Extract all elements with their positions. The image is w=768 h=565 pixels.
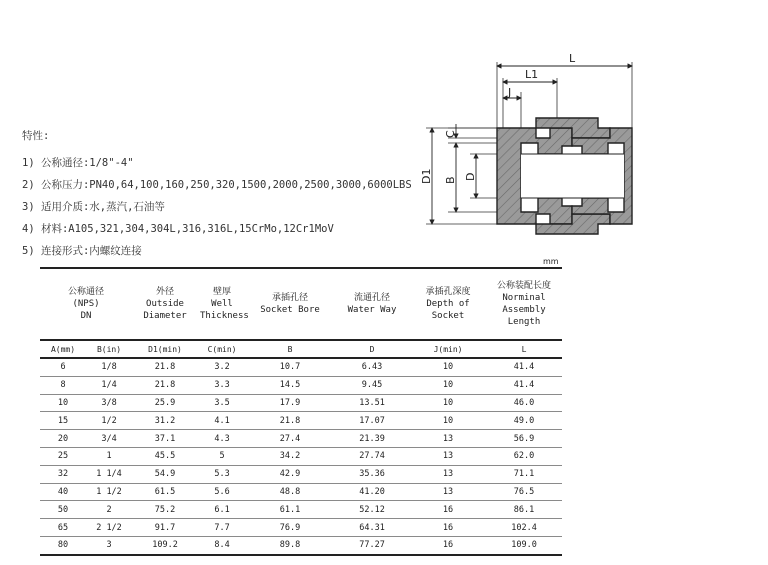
dim-label-l: L <box>569 52 576 65</box>
table-cell: 5 <box>198 447 246 465</box>
table-row <box>40 536 562 554</box>
dim-label-j: J <box>508 86 512 99</box>
table-cell: 1 <box>86 447 132 465</box>
table-cell: 13 <box>410 430 486 448</box>
table-cell: 27.4 <box>246 430 334 448</box>
subheader-d1-min: D1(min) <box>132 340 198 358</box>
table-cell: 76.9 <box>246 519 334 537</box>
table-cell: 65 <box>40 519 86 537</box>
table-cell: 64.31 <box>334 519 410 537</box>
dim-label-b: B <box>444 176 457 184</box>
table-cell: 27.74 <box>334 447 410 465</box>
table-cell: 20 <box>40 430 86 448</box>
table-row <box>40 501 562 519</box>
table-row <box>40 483 562 501</box>
table-cell: 10 <box>410 412 486 430</box>
spec-line-connection: 5) 连接形式:内螺纹连接 <box>22 245 142 257</box>
table-cell: 75.2 <box>132 501 198 519</box>
table-cell: 71.1 <box>486 465 562 483</box>
table-cell: 3/4 <box>86 430 132 448</box>
spec-line-pressure: 2) 公称压力:PN40,64,100,160,250,320,1500,2000,2500,3000,6000LBS <box>22 179 412 191</box>
table-cell: 10 <box>40 394 86 412</box>
table-cell: 86.1 <box>486 501 562 519</box>
subheader-b-in: B(in) <box>86 340 132 358</box>
table-row <box>40 358 562 376</box>
table-cell: 3.3 <box>198 376 246 394</box>
table-cell: 13 <box>410 465 486 483</box>
table-body <box>40 358 562 555</box>
table-cell: 31.2 <box>132 412 198 430</box>
table-cell: 15 <box>40 412 86 430</box>
table-cell: 32 <box>40 465 86 483</box>
table-cell: 13.51 <box>334 394 410 412</box>
table-cell: 109.0 <box>486 536 562 554</box>
table-cell: 6.43 <box>334 358 410 376</box>
subheader-a-mm: A(mm) <box>40 340 86 358</box>
table-cell: 37.1 <box>132 430 198 448</box>
table-cell: 35.36 <box>334 465 410 483</box>
header-water-way: 流通孔径 Water Way <box>334 268 410 340</box>
table-cell: 41.20 <box>334 483 410 501</box>
table-cell: 45.5 <box>132 447 198 465</box>
table-cell: 34.2 <box>246 447 334 465</box>
table-cell: 49.0 <box>486 412 562 430</box>
table-cell: 2 <box>86 501 132 519</box>
table-cell: 54.9 <box>132 465 198 483</box>
table-row <box>40 465 562 483</box>
table-cell: 42.9 <box>246 465 334 483</box>
header-nominal-size: 公称通径 (NPS) DN <box>40 268 132 340</box>
header-socket-bore: 承插孔径 Socket Bore <box>246 268 334 340</box>
table-cell: 10 <box>410 394 486 412</box>
subheader-c-min: C(min) <box>198 340 246 358</box>
subheader-d: D <box>334 340 410 358</box>
table-cell: 109.2 <box>132 536 198 554</box>
header-assembly-length: 公称装配长度 Norminal Assembly Length <box>486 268 562 340</box>
table-cell: 16 <box>410 501 486 519</box>
table-cell: 10.7 <box>246 358 334 376</box>
table-cell: 1 1/4 <box>86 465 132 483</box>
unit-label: mm <box>543 257 559 266</box>
table-cell: 4.3 <box>198 430 246 448</box>
header-socket-depth: 承插孔深度 Depth of Socket <box>410 268 486 340</box>
table-cell: 17.9 <box>246 394 334 412</box>
table-row <box>40 376 562 394</box>
table-cell: 1/4 <box>86 376 132 394</box>
dim-label-d1: D1 <box>420 168 433 184</box>
subheader-j-min: J(min) <box>410 340 486 358</box>
table-cell: 25 <box>40 447 86 465</box>
union-cross-section-diagram <box>412 48 768 258</box>
table-cell: 9.45 <box>334 376 410 394</box>
table-cell: 21.8 <box>246 412 334 430</box>
table-cell: 21.39 <box>334 430 410 448</box>
table-cell: 52.12 <box>334 501 410 519</box>
table-cell: 48.8 <box>246 483 334 501</box>
subheader-l: L <box>486 340 562 358</box>
table-cell: 41.4 <box>486 376 562 394</box>
table-cell: 13 <box>410 483 486 501</box>
table-cell: 46.0 <box>486 394 562 412</box>
table-cell: 102.4 <box>486 519 562 537</box>
table-cell: 5.3 <box>198 465 246 483</box>
subheader-b: B <box>246 340 334 358</box>
specs-title: 特性: <box>22 130 50 142</box>
table-row <box>40 519 562 537</box>
table-header-row <box>40 268 562 340</box>
table-cell: 50 <box>40 501 86 519</box>
table-cell: 61.1 <box>246 501 334 519</box>
spec-line-material: 4) 材料:A105,321,304,304L,316,316L,15CrMo,12Cr1MoV <box>22 223 334 235</box>
table-cell: 6 <box>40 358 86 376</box>
table-cell: 17.07 <box>334 412 410 430</box>
table-cell: 3.5 <box>198 394 246 412</box>
table-cell: 56.9 <box>486 430 562 448</box>
table-cell: 3/8 <box>86 394 132 412</box>
table-subheader-row <box>40 340 562 358</box>
table-cell: 1 1/2 <box>86 483 132 501</box>
table-cell: 16 <box>410 536 486 554</box>
table-row <box>40 430 562 448</box>
table-cell: 76.5 <box>486 483 562 501</box>
table-cell: 4.1 <box>198 412 246 430</box>
table-cell: 13 <box>410 447 486 465</box>
table-cell: 21.8 <box>132 376 198 394</box>
table-cell: 3.2 <box>198 358 246 376</box>
table-cell: 62.0 <box>486 447 562 465</box>
union-body <box>497 118 632 234</box>
table-cell: 61.5 <box>132 483 198 501</box>
table-cell: 41.4 <box>486 358 562 376</box>
table-cell: 80 <box>40 536 86 554</box>
table-row <box>40 447 562 465</box>
table-cell: 1/2 <box>86 412 132 430</box>
table-cell: 16 <box>410 519 486 537</box>
table-cell: 10 <box>410 358 486 376</box>
header-outside-diameter: 外径 Outside Diameter <box>132 268 198 340</box>
table-cell: 10 <box>410 376 486 394</box>
table-cell: 77.27 <box>334 536 410 554</box>
table-row <box>40 394 562 412</box>
table-cell: 91.7 <box>132 519 198 537</box>
spec-line-medium: 3) 适用介质:水,蒸汽,石油等 <box>22 201 165 213</box>
table-cell: 3 <box>86 536 132 554</box>
table-cell: 89.8 <box>246 536 334 554</box>
table-cell: 40 <box>40 483 86 501</box>
table-cell: 7.7 <box>198 519 246 537</box>
dim-label-c: C <box>444 130 457 138</box>
table-cell: 5.6 <box>198 483 246 501</box>
specs-panel <box>22 128 412 263</box>
table-cell: 21.8 <box>132 358 198 376</box>
dim-label-l1: L1 <box>525 68 539 81</box>
table-cell: 8 <box>40 376 86 394</box>
table-cell: 25.9 <box>132 394 198 412</box>
header-wall-thickness: 壁厚 Well Thickness <box>198 268 246 340</box>
dimension-table <box>40 267 562 556</box>
table-cell: 8.4 <box>198 536 246 554</box>
table-cell: 2 1/2 <box>86 519 132 537</box>
spec-line-size: 1) 公称通径:1/8"-4" <box>22 157 134 169</box>
table-cell: 1/8 <box>86 358 132 376</box>
table-row <box>40 412 562 430</box>
table-cell: 14.5 <box>246 376 334 394</box>
dim-label-d: D <box>464 172 477 181</box>
table-cell: 6.1 <box>198 501 246 519</box>
